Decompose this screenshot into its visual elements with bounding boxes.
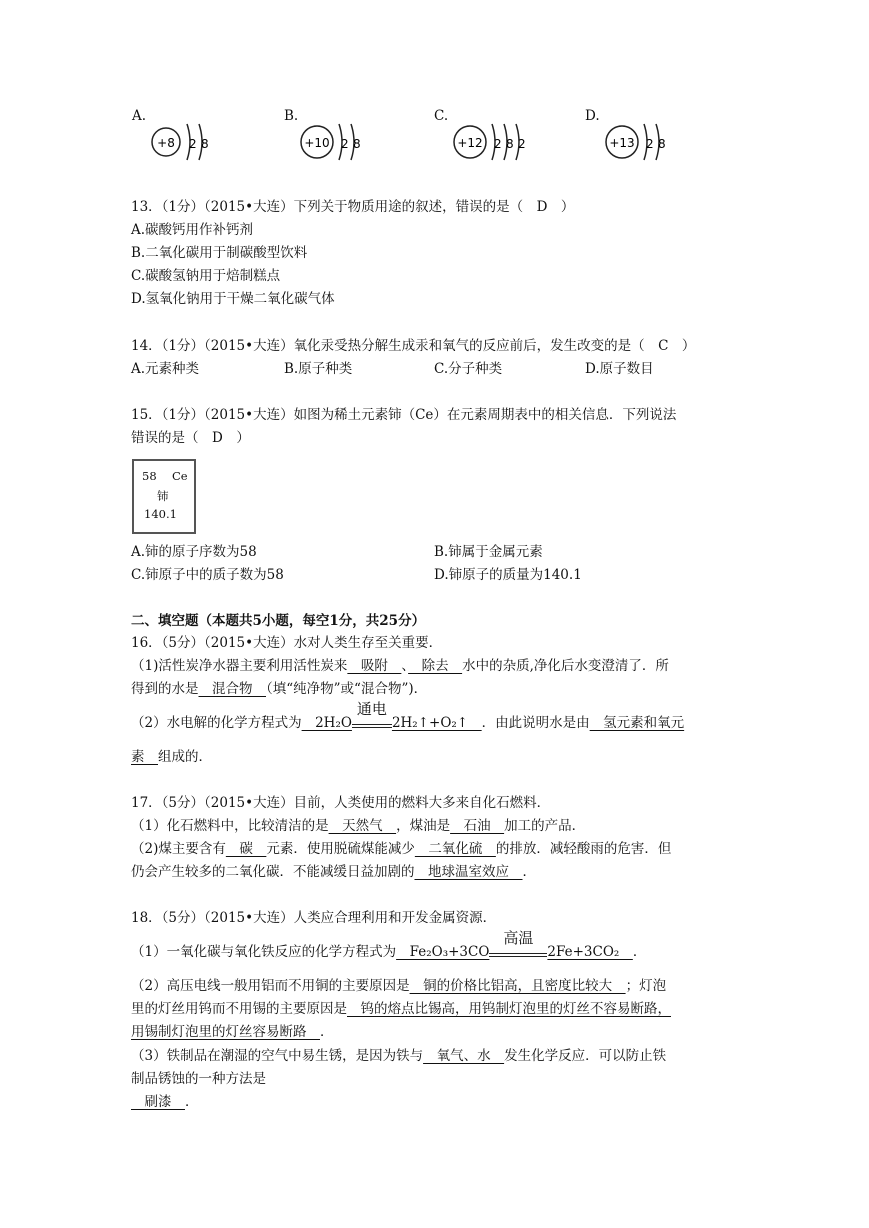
q15-option-d: D.铈原子的质量为140.1: [434, 567, 582, 583]
q15-option-b: B.铈属于金属元素: [434, 544, 543, 560]
reaction-arrow: [489, 928, 547, 962]
svg-text:2: 2: [189, 137, 197, 151]
q17-line2: （2)煤主要含有 碳 元素．使用脱硫煤能减少 二氧化硫 的排放．减轻酸雨的危害．但: [131, 841, 672, 857]
svg-text:+12: +12: [457, 136, 483, 150]
q14-option-c: C.分子种类: [434, 361, 503, 377]
answer-blank: 碳: [225, 841, 267, 857]
element-symbol: Ce: [172, 469, 188, 483]
svg-text:+10: +10: [304, 136, 330, 150]
q16-line3: （2）水电解的化学方程式为 2H₂O 通电 2H₂↑+O₂↑ ．由此说明水是由 氢元素和氧元: [131, 699, 685, 731]
answer-blank: 天然气: [328, 818, 397, 834]
q17-line1: （1）化石燃料中，比较清洁的是 天然气 ，煤油是 石油 加工的产品．: [131, 818, 586, 834]
equation-left: 2H₂O: [301, 715, 352, 731]
option-b-label: B.: [284, 108, 299, 124]
option-c-label: C.: [434, 108, 449, 124]
svg-text:2: 2: [494, 137, 502, 151]
q16-line1: （1)活性炭净水器主要利用活性炭来 吸附 、 除去 水中的杂质,净化后水变澄清了．所: [131, 658, 669, 674]
answer-blank: 石油: [450, 818, 505, 834]
q13-option-d: D.氢氧化钠用于干燥二氧化碳气体: [131, 291, 335, 307]
nucleus-a: +8: [157, 136, 175, 150]
q18-line2: （2）高压电线一般用铝而不用铜的主要原因是 铜的价格比铝高，且密度比较大 ；灯泡: [131, 978, 667, 994]
option-a-label: A.: [132, 108, 147, 124]
q18-line3: 里的灯丝用钨而不用锡的主要原因是 钨的熔点比锡高，用钨制灯泡里的灯丝不容易断路，: [131, 1001, 671, 1017]
answer-blank: 氢元素和氧元: [589, 715, 685, 731]
reaction-condition: 高温: [503, 928, 534, 947]
q15-option-a: A.铈的原子序数为58: [131, 544, 257, 560]
equation-left: Fe₂O₃+3CO: [396, 944, 490, 960]
equation-right: 2H₂↑+O₂↑: [391, 715, 482, 731]
svg-text:2: 2: [646, 137, 654, 151]
q14-stem: 14．（1分）（2015•大连）氧化汞受热分解生成汞和氧气的反应前后，发生改变的是（ C ）: [131, 338, 696, 354]
q14-option-b: B.原子种类: [284, 361, 353, 377]
atomic-number: 58: [142, 469, 157, 483]
element-name: 铈: [157, 489, 169, 503]
svg-text:8: 8: [658, 137, 666, 151]
svg-text:8: 8: [201, 137, 209, 151]
answer-blank: 氧气、水: [423, 1048, 505, 1064]
q13-option-a: A.碳酸钙用作补钙剂: [131, 222, 254, 238]
q18-stem: 18．（5分）（2015•大连）人类应合理利用和开发金属资源．: [131, 910, 497, 926]
svg-text:8: 8: [506, 137, 514, 151]
atom-diagram-a: [146, 118, 226, 168]
q13-option-b: B.二氧化碳用于制碳酸型饮料: [131, 245, 308, 261]
reaction-condition: 通电: [356, 699, 387, 718]
q15-option-c: C.铈原子中的质子数为58: [131, 567, 284, 583]
svg-text:2: 2: [341, 137, 349, 151]
q16-line2: 得到的水是 混合物 （填“纯净物”或“混合物”)．: [131, 681, 428, 697]
q13-stem: 13．（1分）（2015•大连）下列关于物质用途的叙述，错误的是（ D ）: [131, 199, 575, 215]
answer-blank: 混合物: [198, 681, 266, 697]
q15-stem-line1: 15．（1分）（2015•大连）如图为稀土元素铈（Ce）在元素周期表中的相关信息．下列说法: [131, 407, 677, 423]
q18-line4: 用锡制灯泡里的灯丝容易断路 ．: [131, 1024, 334, 1040]
q18-line7: 刷漆 ．: [131, 1094, 199, 1110]
svg-text:8: 8: [353, 137, 361, 151]
option-d-label: D.: [585, 108, 600, 124]
q18-line6: 制品锈蚀的一种方法是: [131, 1071, 266, 1087]
q15-stem-line2: 错误的是（ D ）: [131, 430, 250, 446]
reaction-arrow: [352, 699, 392, 733]
q17-stem: 17．（5分）（2015•大连）目前，人类使用的燃料大多来自化石燃料．: [131, 795, 551, 811]
answer-blank: 素: [131, 749, 158, 765]
atomic-mass: 140.1: [144, 507, 177, 521]
answer-blank: 除去: [408, 658, 463, 674]
q18-line1: （1）一氧化碳与氧化铁反应的化学方程式为 Fe₂O₃+3CO 高温 2Fe+3CO₂ ．: [131, 928, 647, 960]
atom-diagram-b: [297, 118, 377, 168]
svg-text:2: 2: [518, 137, 526, 151]
equation-right: 2Fe+3CO₂: [547, 944, 633, 960]
q16-stem: 16．（5分）（2015•大连）水对人类生存至关重要．: [131, 635, 443, 651]
q16-line4: 素 组成的．: [131, 749, 212, 765]
answer-blank: 刷漆: [131, 1094, 185, 1110]
atom-diagram-c: [450, 118, 550, 168]
q13-option-c: C.碳酸氢钠用于焙制糕点: [131, 268, 281, 284]
answer-blank: 吸附: [347, 658, 402, 674]
section-heading: 二、填空题（本题共5小题，每空1分，共25分）: [131, 613, 426, 629]
q14-option-a: A.元素种类: [131, 361, 200, 377]
answer-blank: 用锡制灯泡里的灯丝容易断路: [131, 1024, 320, 1040]
q14-option-d: D.原子数目: [585, 361, 654, 377]
answer-blank: 钨的熔点比锡高，用钨制灯泡里的灯丝不容易断路，: [347, 1001, 671, 1017]
answer-blank: 铜的价格比铝高，且密度比较大: [409, 978, 626, 994]
answer-blank: 地球温室效应: [414, 864, 523, 880]
svg-text:+13: +13: [609, 136, 635, 150]
q18-line5: （3）铁制品在潮湿的空气中易生锈，是因为铁与 氧气、水 发生化学反应．可以防止铁: [131, 1048, 667, 1064]
element-cell-ce: [132, 459, 196, 534]
answer-blank: 二氧化硫: [414, 841, 496, 857]
q17-line3: 仍会产生较多的二氧化碳．不能减缓日益加剧的 地球温室效应 ．: [131, 864, 536, 880]
atom-diagram-d: [602, 118, 682, 168]
